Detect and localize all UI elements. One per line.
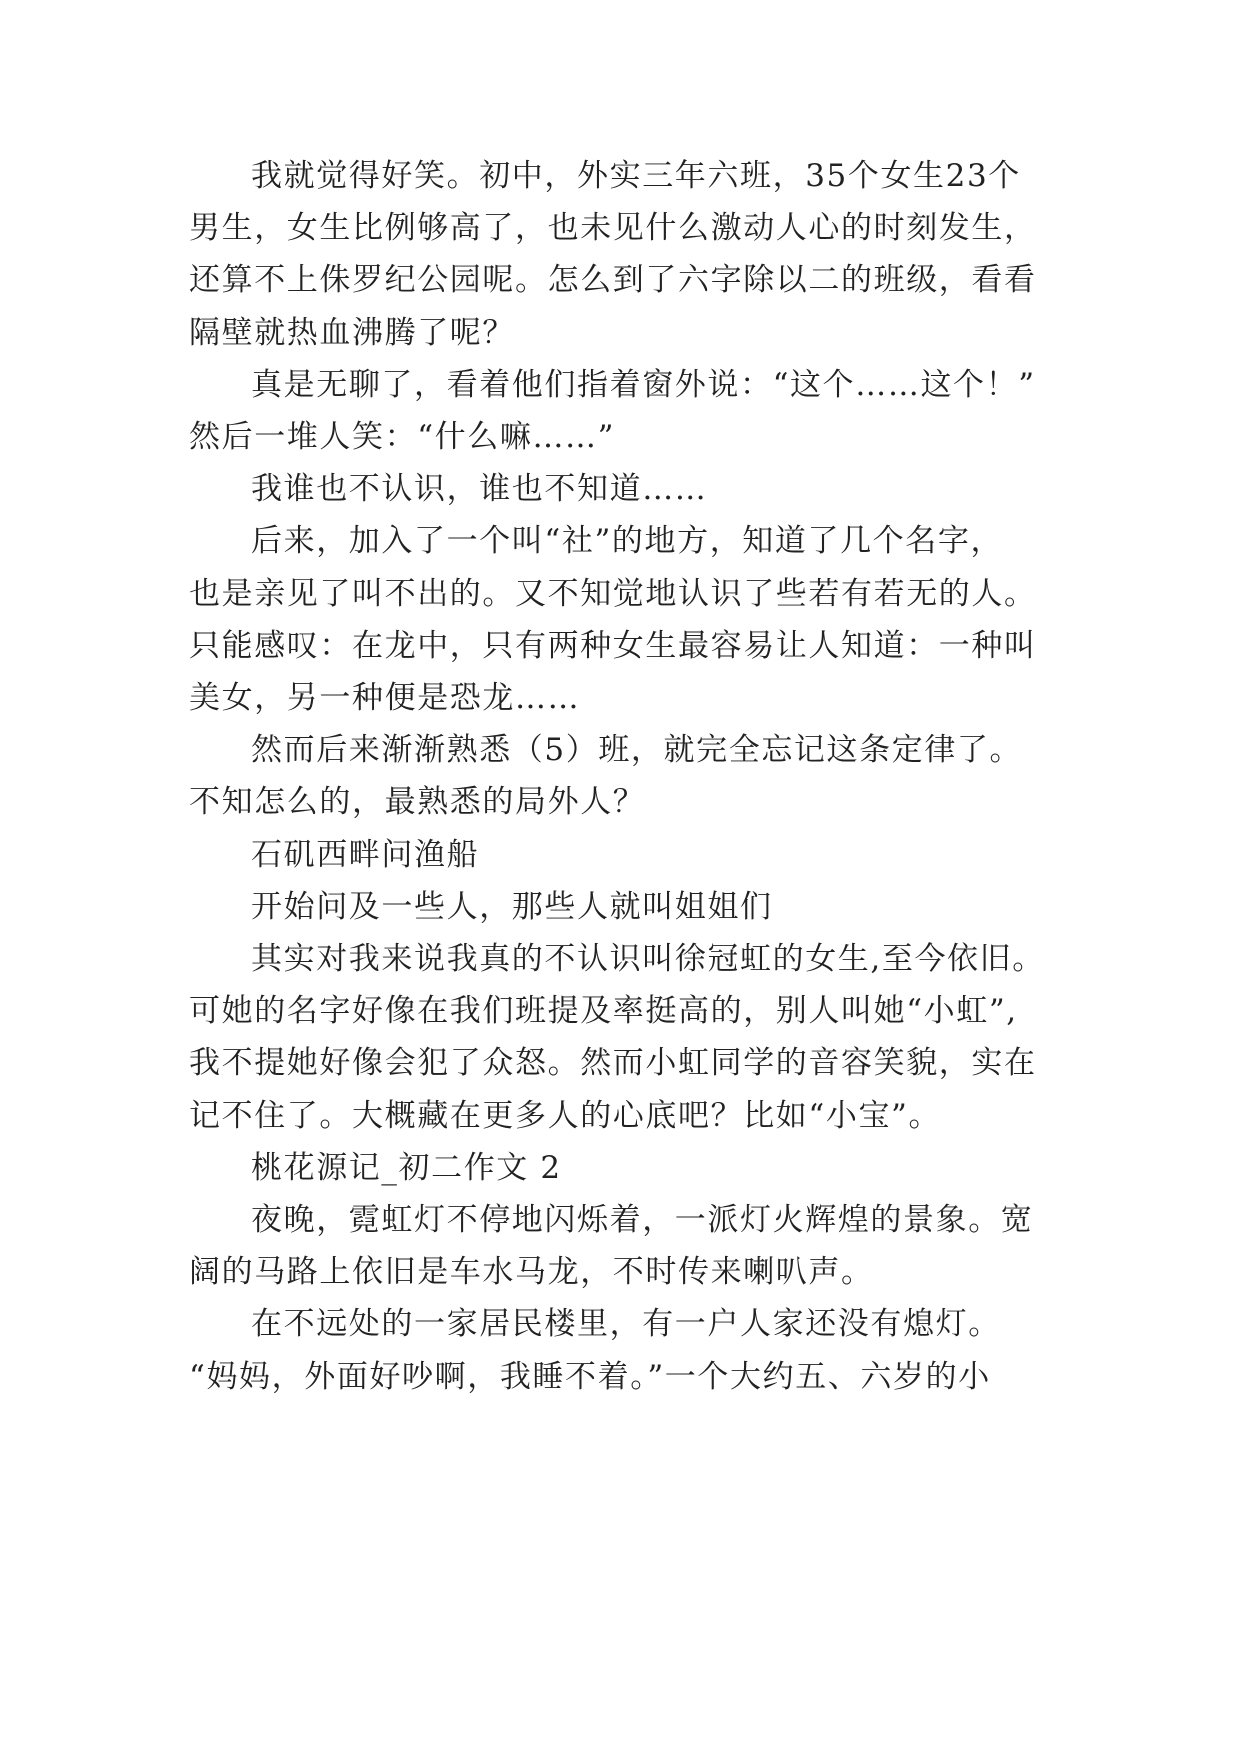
paragraph: 后来，加入了一个叫“社”的地方，知道了几个名字， 也是亲见了叫不出的。又不知觉地认识了些若有若无的人。 只能感叹：在龙中，只有两种女生最容易让人知道：一种叫 美女，另一种便是恐龙……	[189, 523, 1037, 717]
paragraph: 其实对我来说我真的不认识叫徐冠虹的女生,至今依旧。 可她的名字好像在我们班提及率挺高的，别人叫她“小虹”, 我不提她好像会犯了众怒。然而小虹同学的音容笑貌，实在 记不住了。大概藏在更多人的心底吧？比如“小宝”。	[189, 941, 1045, 1134]
paragraph: 真是无聊了，看着他们指着窗外说：“这个……这个！” 然后一堆人笑：“什么嘛……”	[189, 366, 1036, 456]
paragraph: 在不远处的一家居民楼里，有一户人家还没有熄灯。 “妈妈，外面好吵啊，我睡不着。”一个大约五、六岁的小	[189, 1306, 1001, 1395]
paragraph: 夜晚，霓虹灯不停地闪烁着，一派灯火辉煌的景象。宽 阔的马路上依旧是车水马龙，不时传来喇叭声。	[189, 1202, 1034, 1291]
paragraph: 桃花源记_初二作文 2	[251, 1149, 562, 1186]
paragraph: 开始问及一些人，那些人就叫姐姐们	[251, 888, 773, 925]
paragraph: 石矶西畔问渔船	[251, 836, 480, 873]
article-body	[189, 150, 1069, 1403]
paragraph: 我谁也不认识，谁也不知道……	[251, 471, 708, 508]
paragraph: 然而后来渐渐熟悉（5）班，就完全忘记这条定律了。 不知怎么的，最熟悉的局外人？	[189, 732, 1023, 821]
paragraph: 我就觉得好笑。初中，外实三年六班，35个女生23个 男生，女生比例够高了，也未见什么激动人心的时刻发生， 还算不上侏罗纪公园呢。怎么到了六字除以二的班级，看看 隔壁就热血沸腾了呢？	[189, 158, 1037, 351]
